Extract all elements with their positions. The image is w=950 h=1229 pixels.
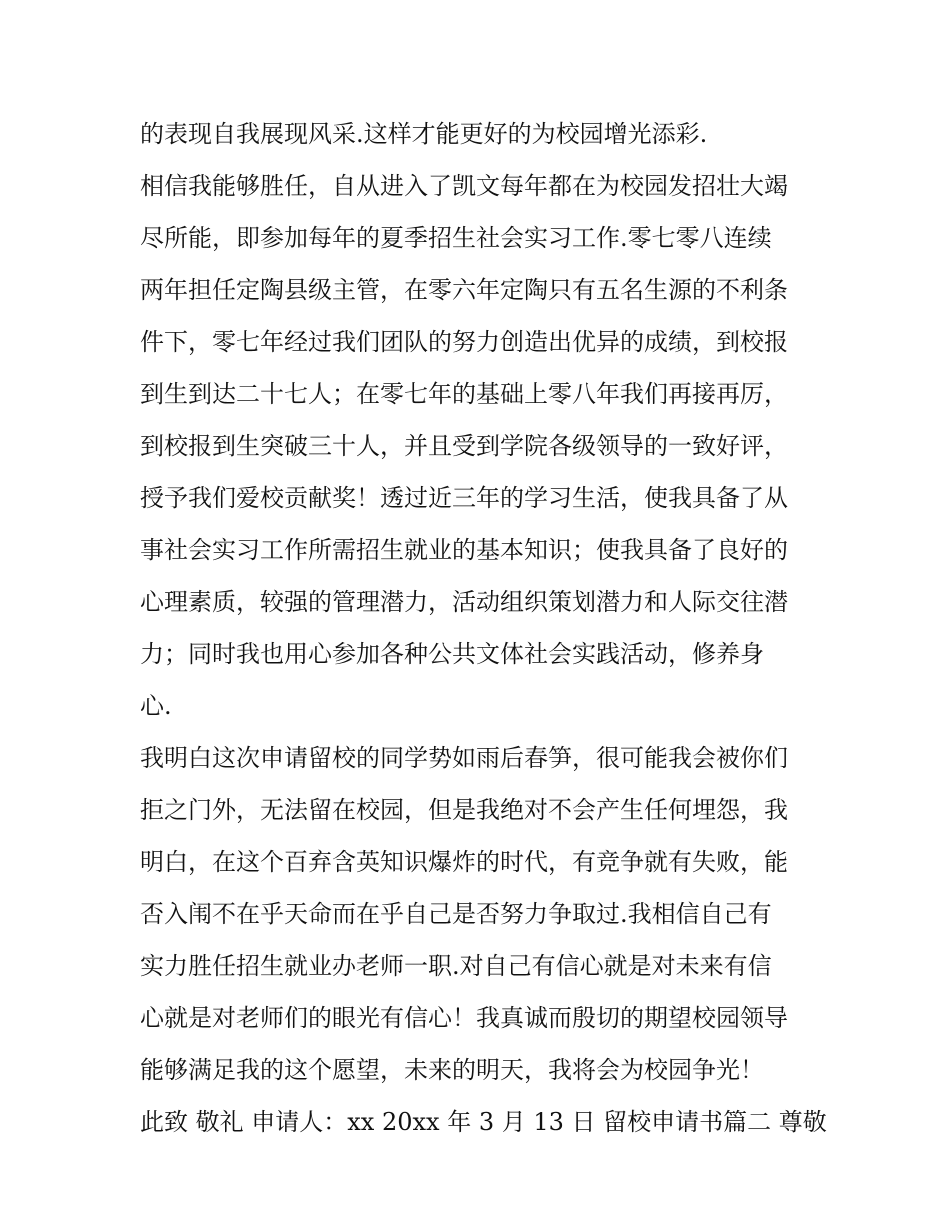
text-line: 到生到达二十七人；在零七年的基础上零八年我们再接再厉， (140, 380, 788, 408)
text-line: 能够满足我的这个愿望，未来的明天，我将会为校园争光！ (140, 1056, 764, 1084)
text-line: 我明白这次申请留校的同学势如雨后春笋，很可能我会被你们 (140, 744, 788, 772)
text-line: 尽所能，即参加每年的夏季招生社会实习工作.零七零八连续 (140, 224, 772, 252)
document-body (140, 108, 827, 1148)
text-line: 授予我们爱校贡献奖！透过近三年的学习生活，使我具备了从 (140, 484, 788, 512)
text-line: 两年担任定陶县级主管，在零六年定陶只有五名生源的不利条 (140, 276, 788, 304)
text-line: 心. (140, 692, 172, 720)
text-line: 事社会实习工作所需招生就业的基本知识；使我具备了良好的 (140, 536, 788, 564)
text-line: 心理素质，较强的管理潜力，活动组织策划潜力和人际交往潜 (140, 588, 788, 616)
text-line: 实力胜任招生就业办老师一职.对自己有信心就是对未来有信 (140, 952, 772, 980)
text-line: 心就是对老师们的眼光有信心！我真诚而殷切的期望校园领导 (140, 1004, 788, 1032)
text-line: 的表现自我展现风采.这样才能更好的为校园增光添彩. (140, 120, 708, 148)
text-line: 此致 敬礼 申请人：xx 20xx 年 3 月 13 日 留校申请书篇二 尊敬 (140, 1108, 827, 1136)
text-line: 拒之门外，无法留在校园，但是我绝对不会产生任何埋怨，我 (140, 796, 788, 824)
text-line: 件下，零七年经过我们团队的努力创造出优异的成绩，到校报 (140, 328, 788, 356)
text-line: 力；同时我也用心参加各种公共文体社会实践活动，修养身 (140, 640, 764, 668)
text-line: 否入闱不在乎天命而在乎自己是否努力争取过.我相信自己有 (140, 900, 772, 928)
text-line: 明白，在这个百弃含英知识爆炸的时代，有竞争就有失败，能 (140, 848, 788, 876)
text-line: 到校报到生突破三十人，并且受到学院各级领导的一致好评， (140, 432, 788, 460)
text-line: 相信我能够胜任，自从进入了凯文每年都在为校园发招壮大竭 (140, 172, 788, 200)
